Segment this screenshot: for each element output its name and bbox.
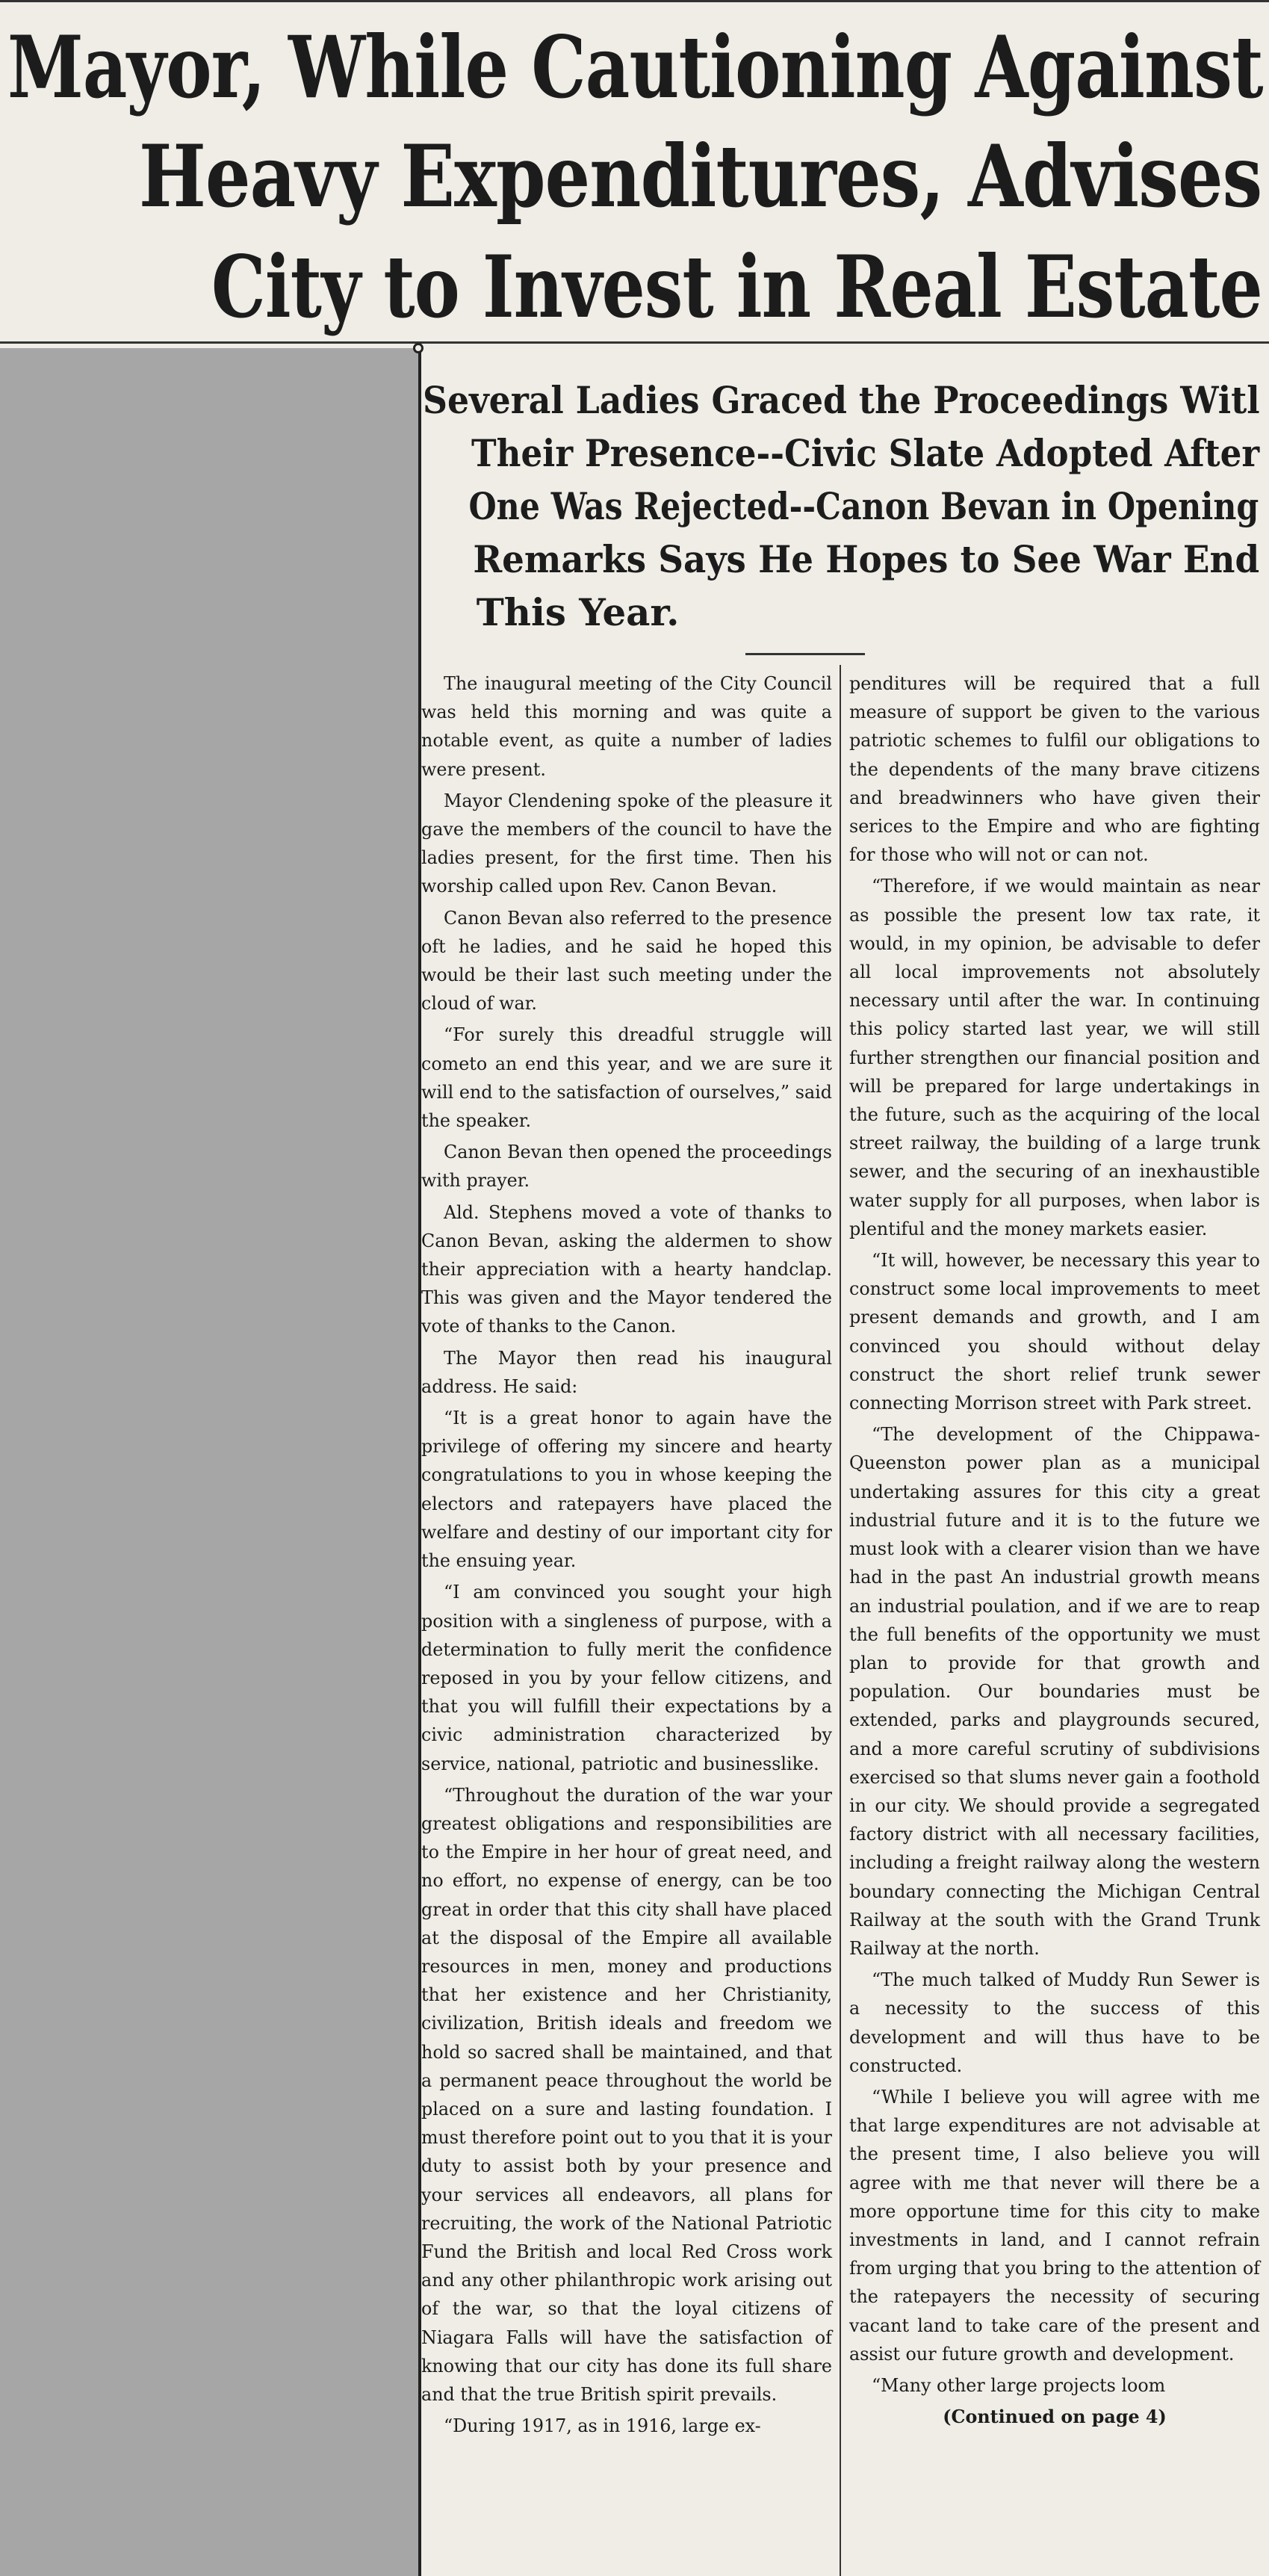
paragraph: The Mayor then read his inaugural address. He said:	[421, 1347, 832, 1397]
paragraph: “During 1917, as in 1916, large ex-	[444, 2415, 761, 2437]
article-column-right	[849, 669, 1260, 2434]
headline-line-1: Mayor, While Cautioning Against	[7, 17, 1263, 117]
paragraph: “Throughout the duration of the war your greatest obligations and responsibilities are to the Empire in her hour of great need, and no effort, no expense of energy, can be too great in order that this city shall have placed at the disposal of the Empire all available resources in men, money and productions that her existence and her Christianity, civilization, British ideals and freedom we hold so sacred shall be maintained, and that a permanent peace throughout the world be placed on a sure and lasting foundation. I must therefore point out to you that it is your duty to assist both by your presence and your services all endeavors, all plans for recruiting, the work of the National Patriotic Fund the British and local Red Cross work and any other philanthropic work arising out of the war, so that the loyal citizens of Niagara Falls will have the satisfaction of knowing that our city has done its full share and that the true British spirit prevails.	[421, 1784, 832, 2405]
headline-line-2: Heavy Expenditures, Advises	[139, 126, 1262, 226]
paragraph: Canon Bevan then opened the proceedings with prayer.	[421, 1142, 832, 1192]
paragraph: Canon Bevan also referred to the presence oft he ladies, and he said he hoped this would be their last such meeting under the cloud of war.	[421, 907, 832, 1015]
article-column-left	[421, 669, 832, 2443]
subheadline-divider	[745, 653, 865, 655]
subheadline-line-4: Remarks Says He Hopes to See War End	[473, 537, 1260, 581]
paragraph: Mayor Clendening spoke of the pleasure it gave the members of the council to have the ladies present, for the first time. Then his worship called upon Rev. Canon Bevan.	[421, 790, 832, 897]
paragraph: “Many other large projects loom	[872, 2374, 1166, 2396]
paragraph: The inaugural meeting of the City Council was held this morning and was quite a notable event, as quite a number of ladies were present.	[421, 673, 832, 780]
subheadline-line-2: Their Presence--Civic Slate Adopted After	[471, 431, 1260, 475]
paragraph: penditures will be required that a full measure of support be given to the various patriotic schemes to fulfil our obligations to the dependents of the many brave citizens and breadwinners who have given their serices to the Empire and who are fighting for those who will not or can not.	[849, 673, 1260, 866]
paragraph: “For surely this dreadful struggle will cometo an end this year, and we are sure it will end to the satisfaction of ourselves,” said the speaker.	[421, 1024, 832, 1132]
subheadline-line-1: Several Ladies Graced the Proceedings Witl	[423, 378, 1260, 422]
paragraph: “I am convinced you sought your high position with a singleness of purpose, with a determination to fully merit the confidence reposed in you by your fellow citizens, and that you will fulfill their expectations by a civic administration characterized by service, national, patriotic and businesslike.	[421, 1582, 832, 1774]
subheadline-line-3: One Was Rejected--Canon Bevan in Opening	[468, 484, 1259, 528]
continued-note: (Continued on page 4)	[943, 2406, 1167, 2428]
column-divider	[840, 665, 841, 2576]
subheadline	[423, 374, 1263, 639]
paragraph: “Therefore, if we would maintain as near as possible the present low tax rate, it would, in my opinion, be advisable to defer all local improvements not absolutely necessary until after the war. In continuing this policy started last year, we will still further strengthen our financial position and will be prepared for large undertakings in the future, such as the acquiring of the local street railway, the building of a large trunk sewer, and the securing of an inexhaustible water supply for all purposes, when labor is plentiful and the money markets easier.	[849, 876, 1260, 1239]
subheadline-line-5: This Year.	[476, 590, 680, 634]
paragraph: “It is a great honor to again have the privilege of offering my sincere and hearty congratulations to you in whose keeping the electors and ratepayers have placed the welfare and destiny of our important city for the ensuing year.	[421, 1408, 832, 1572]
headline	[0, 0, 1269, 344]
paragraph: Ald. Stephens moved a vote of thanks to Canon Bevan, asking the aldermen to show their appreciation with a hearty handclap. This was given and the Mayor tendered the vote of thanks to the Canon.	[421, 1201, 832, 1337]
paragraph: “The much talked of Muddy Run Sewer is a necessity to the success of this development and will thus have to be constructed.	[849, 1969, 1260, 2076]
headline-line-3: City to Invest in Real Estate	[211, 237, 1262, 337]
paragraph: “The development of the Chippawa-Queenston power plan as a municipal undertaking assures for this city a great industrial future and it is to the future we must look with a clearer vision than we have had in the past An industrial growth means an industrial poulation, and if we are to reap the full benefits of the opportunity we must plan to provide for that growth and population. Our boundaries must be extended, parks and playgrounds secured, and a more careful scrutiny of subdivisions exercised so that slums never gain a foothold in our city. We should provide a segregated factory district with all necessary facilities, including a freight railway along the western boundary connecting the Michigan Central Railway at the south with the Grand Trunk Railway at the north.	[849, 1424, 1260, 1959]
paragraph: “It will, however, be necessary this year to construct some local improvements to meet present demands and growth, and I am convinced you should without delay construct the short relief trunk sewer connecting Morrison street with Park street.	[849, 1250, 1260, 1414]
cropped-area	[0, 348, 418, 2576]
rule-ornament	[413, 343, 423, 353]
paragraph: “While I believe you will agree with me that large expenditures are not advisable at the present time, I also believe you will agree with me that never will there be a more opportune time for this city to make investments in land, and I cannot refrain from urging that you bring to the attention of the ratepayers the necessity of securing vacant land to take care of the present and assist our future growth and development.	[849, 2086, 1260, 2365]
